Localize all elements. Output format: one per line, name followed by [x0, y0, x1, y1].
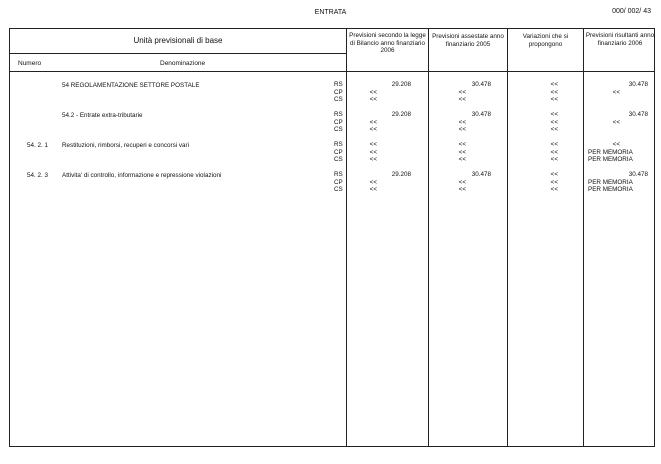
row-denominazione: Attivita' di controllo, informazione e repressione violazioni [62, 172, 222, 179]
row-denominazione: 54.2 - Entrate extra-tributarie [62, 112, 143, 119]
cell-c1: 29.208 [391, 171, 411, 178]
cell-c4: PER MEMORIA [588, 178, 633, 186]
row-line-tag: CP [334, 88, 343, 96]
col-denominazione-header: Denominazione [160, 60, 206, 67]
cell-c1: << [369, 178, 377, 186]
row-denominazione: 54 REGOLAMENTAZIONE SETTORE POSTALE [62, 82, 200, 89]
row-numero: 54. 2. 3 [27, 172, 49, 179]
row-line-tag: CS [334, 156, 343, 163]
divider-col1 [428, 29, 429, 446]
cell-c3: << [550, 111, 558, 118]
cell-c2: << [458, 126, 466, 133]
row-line-tag: RS [334, 141, 343, 148]
cell-c3: << [550, 148, 558, 156]
cell-c1: << [369, 126, 377, 133]
cell-c4: 30.478 [628, 111, 648, 118]
cell-c2: 30.478 [471, 111, 491, 118]
row-line-tag: CS [334, 126, 343, 133]
row-line-tag: CP [334, 148, 343, 156]
cell-c2: << [458, 186, 466, 193]
cell-c1: << [369, 96, 377, 103]
budget-table [9, 28, 655, 447]
cell-c2: 30.478 [471, 81, 491, 88]
cell-c3: << [550, 156, 558, 163]
cell-c3: << [550, 88, 558, 96]
row-line-tag: CP [334, 178, 343, 186]
divider-denominazione [346, 29, 347, 446]
cell-c3: << [550, 118, 558, 126]
col-prev-legge-header: Previsioni secondo la legge di Bilancio anno finanziario 2006 [349, 32, 426, 54]
cell-c2: << [458, 88, 466, 96]
divider-header-bottom [10, 71, 654, 72]
cell-c1: << [369, 156, 377, 163]
col-prev-risultanti-header: Previsioni risultanti anno finanziario 2006 [585, 32, 655, 47]
cell-c3: << [550, 81, 558, 88]
col-variazioni-header: Variazioni che si propongono [522, 33, 569, 48]
cell-c4: PER MEMORIA [588, 148, 633, 156]
cell-c2: << [458, 141, 466, 148]
cell-c4: PER MEMORIA [588, 156, 633, 163]
row-line-tag: CS [334, 186, 343, 193]
divider-subheader [10, 53, 346, 54]
divider-col3 [583, 29, 584, 446]
cell-c2: << [458, 148, 466, 156]
cell-c4: 30.478 [628, 81, 648, 88]
col-prev-assestate-header: Previsioni assestate anno finanziario 2005 [432, 33, 504, 48]
cell-c1: 29.208 [391, 111, 411, 118]
cell-c1: << [369, 118, 377, 126]
document-title: ENTRATA [314, 9, 347, 16]
cell-c1: << [369, 148, 377, 156]
cell-c2: 30.478 [471, 171, 491, 178]
cell-c3: << [550, 178, 558, 186]
cell-c2: << [458, 118, 466, 126]
cell-c4: 30.478 [628, 171, 648, 178]
row-line-tag: RS [334, 111, 343, 118]
cell-c2: << [458, 178, 466, 186]
divider-col2 [507, 29, 508, 446]
group-header: Unità previsionali di base [133, 36, 223, 45]
row-line-tag: CP [334, 118, 343, 126]
cell-c1: 29.208 [391, 81, 411, 88]
cell-c2: << [458, 156, 466, 163]
cell-c3: << [550, 186, 558, 193]
cell-c3: << [550, 171, 558, 178]
cell-c4: PER MEMORIA [588, 186, 633, 193]
cell-c2: << [458, 96, 466, 103]
cell-c1: << [369, 88, 377, 96]
cell-c1: << [369, 141, 377, 148]
cell-c3: << [550, 96, 558, 103]
cell-c4: << [612, 88, 620, 96]
cell-c3: << [550, 141, 558, 148]
row-line-tag: CS [334, 96, 343, 103]
row-denominazione: Restituzioni, rimborsi, recuperi e concorsi vari [62, 142, 190, 149]
cell-c4: << [612, 141, 620, 148]
cell-c3: << [550, 126, 558, 133]
row-line-tag: RS [334, 81, 343, 88]
page-number: 000/ 002/ 43 [612, 8, 651, 15]
row-line-tag: RS [334, 171, 343, 178]
cell-c4: << [612, 118, 620, 126]
col-numero-header: Numero [18, 60, 42, 67]
row-numero: 54. 2. 1 [27, 142, 49, 149]
cell-c1: << [369, 186, 377, 193]
